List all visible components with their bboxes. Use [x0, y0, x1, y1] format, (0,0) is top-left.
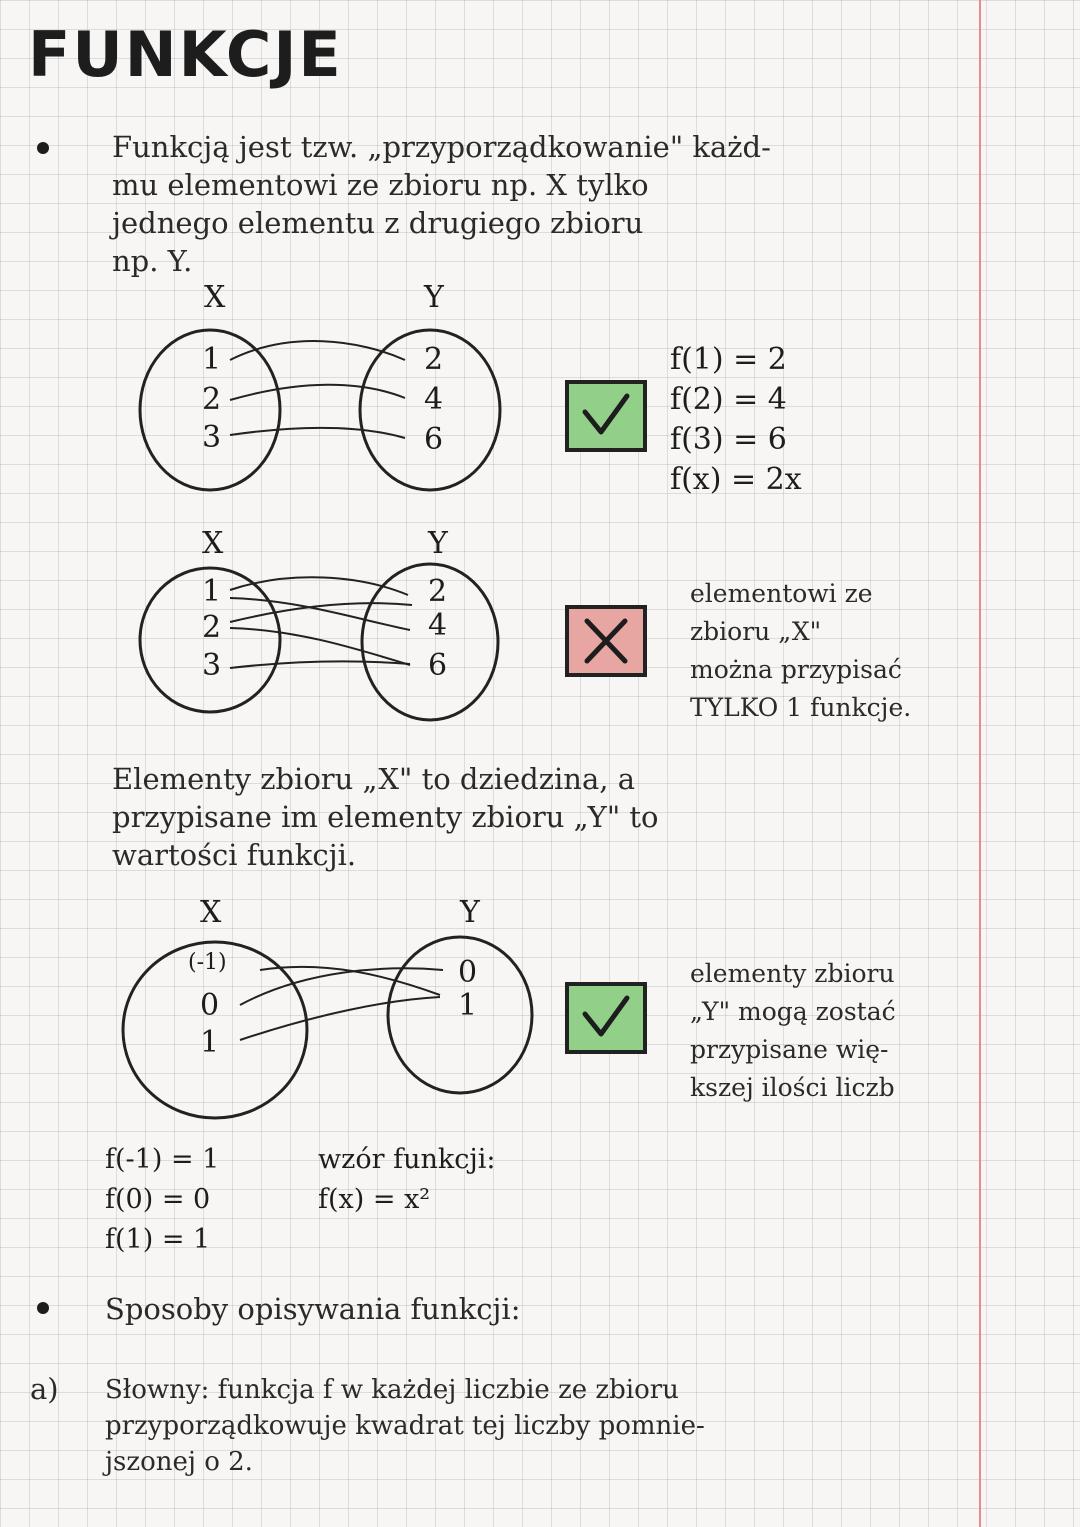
diagram2-y-value: 4 — [428, 608, 448, 643]
diagram3-x-label: X — [200, 895, 222, 930]
methods-item — [105, 1372, 985, 1480]
diagram1-x-value: 2 — [202, 382, 222, 417]
diagram3-equations — [105, 1140, 219, 1260]
equation: f(2) = 4 — [670, 382, 787, 417]
diagram3-x-value: (-1) — [188, 950, 227, 975]
equation: f(-1) = 1 — [105, 1144, 220, 1175]
bullet-definition — [37, 142, 49, 154]
bullet-methods — [37, 1302, 49, 1314]
methods-item-line: przyporządkowuje kwadrat tej liczby pomnie- — [105, 1411, 705, 1441]
domain-line: przypisane im elementy zbioru „Y" to — [112, 800, 659, 834]
note-line: TYLKO 1 funkcje. — [690, 693, 912, 722]
definition-line: jednego elementu z drugiego zbioru — [112, 206, 644, 240]
diagram1-y-label: Y — [424, 280, 444, 315]
diagram2-mapping — [130, 560, 520, 730]
diagram1-y-value: 6 — [424, 422, 444, 457]
methods-item-line: jszonej o 2. — [105, 1447, 253, 1477]
equation: f(1) = 1 — [105, 1224, 211, 1255]
note-line: można przypisać — [690, 655, 902, 684]
diagram3-y-label: Y — [460, 895, 480, 930]
note-line: elementowi ze — [690, 579, 873, 608]
equation: f(0) = 0 — [105, 1184, 211, 1215]
methods-heading: Sposoby opisywania funkcji: — [105, 1292, 521, 1326]
diagram3-x-value: 1 — [200, 1025, 220, 1060]
diagram3-note — [690, 955, 896, 1107]
domain-line: wartości funkcji. — [112, 838, 357, 872]
diagram2-y-value: 2 — [428, 574, 448, 609]
diagram1-equations — [670, 340, 802, 500]
incorrect-x-icon — [565, 605, 647, 677]
note-line: przypisane wię- — [690, 1035, 889, 1064]
correct-check-icon — [565, 982, 647, 1054]
diagram1-x-value: 3 — [202, 420, 222, 455]
correct-check-icon — [565, 380, 647, 452]
equation: f(1) = 2 — [670, 342, 787, 377]
diagram1-y-value: 4 — [424, 382, 444, 417]
diagram3-y-value: 0 — [458, 955, 478, 990]
diagram2-x-label: X — [202, 526, 224, 561]
diagram3-y-value: 1 — [458, 988, 478, 1023]
domain-line: Elementy zbioru „X" to dziedzina, a — [112, 762, 635, 796]
diagram1-mapping — [130, 320, 520, 500]
methods-item-marker: a) — [30, 1372, 59, 1406]
definition-line: np. Y. — [112, 244, 193, 278]
diagram1-y-value: 2 — [424, 342, 444, 377]
diagram2-y-label: Y — [428, 526, 448, 561]
diagram2-note — [690, 575, 911, 727]
formula-label: wzór funkcji: — [318, 1144, 496, 1175]
diagram1-x-label: X — [204, 280, 226, 315]
definition-paragraph — [112, 128, 982, 280]
methods-item-line: Słowny: funkcja f w każdej liczbie ze zbioru — [105, 1375, 679, 1405]
note-line: elementy zbioru — [690, 959, 895, 988]
diagram1-x-value: 1 — [202, 342, 222, 377]
equation: f(x) = 2x — [670, 462, 802, 497]
equation: f(3) = 6 — [670, 422, 787, 457]
definition-line: Funkcją jest tzw. „przyporządkowanie" każd- — [112, 130, 771, 164]
diagram2-x-value: 3 — [202, 648, 222, 683]
note-line: zbioru „X" — [690, 617, 822, 646]
diagram2-x-value: 2 — [202, 610, 222, 645]
diagram2-x-value: 1 — [202, 574, 222, 609]
formula-block — [318, 1140, 495, 1220]
domain-paragraph — [112, 760, 972, 874]
diagram2-y-value: 6 — [428, 648, 448, 683]
formula: f(x) = x² — [318, 1184, 431, 1215]
note-line: „Y" mogą zostać — [690, 997, 896, 1026]
definition-line: mu elementowi ze zbioru np. X tylko — [112, 168, 649, 202]
diagram3-x-value: 0 — [200, 988, 220, 1023]
note-line: kszej ilości liczb — [690, 1073, 895, 1102]
page-title: FUNKCJE — [28, 18, 343, 91]
